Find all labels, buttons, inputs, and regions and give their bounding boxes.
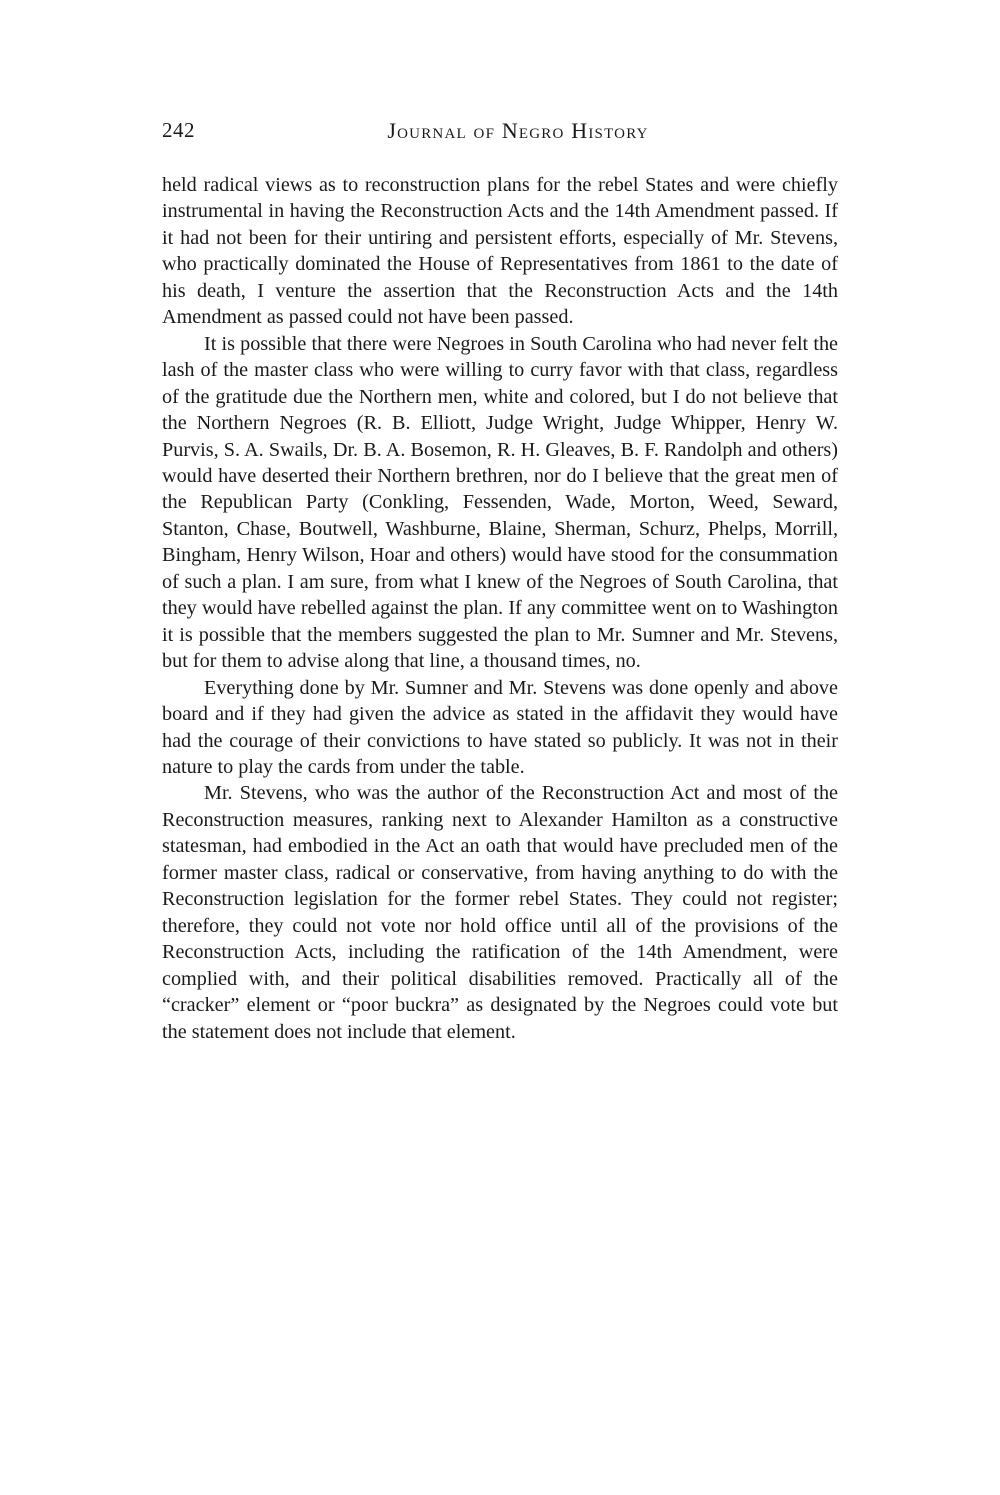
paragraph-continued: held radical views as to reconstruction plans for the rebel States and were chiefly instrumental in having the Reconstruction Acts and the 14th Amendment passed. If it had not been for their untiring and persistent efforts, especially of Mr. Stevens, who practically dominated the House of Representatives from 1861 to the date of his death, I venture the assertion that the Reconstruction Acts and the 14th Amendment as passed could not have been passed.	[162, 174, 838, 329]
page-number: 242	[162, 118, 195, 142]
running-head	[162, 118, 838, 152]
paragraph: It is possible that there were Negroes in South Carolina who had never felt the lash of the master class who were willing to curry favor with that class, regardless of the gratitude due the Northern men, white and colored, but I do not believe that the Northern Negroes (R. B. Elliott, Judge Wright, Judge Whipper, Henry W. Purvis, S. A. Swails, Dr. B. A. Bosemon, R. H. Gleaves, B. F. Randolph and others) would have deserted their Northern brethren, nor do I believe that the great men of the Republican Party (Conkling, Fessenden, Wade, Morton, Weed, Seward, Stanton, Chase, Boutwell, Washburne, Blaine, Sherman, Schurz, Phelps, Morrill, Bingham, Henry Wilson, Hoar and others) would have stood for the consummation of such a plan. I am sure, from what I knew of the Negroes of South Carolina, that they would have rebelled against the plan. If any committee went on to Washington it is possible that the members suggested the plan to Mr. Sumner and Mr. Stevens, but for them to advise along that line, a thousand times, no.	[162, 332, 838, 673]
journal-title: Journal of Negro History	[387, 118, 649, 143]
paragraph: Everything done by Mr. Sumner and Mr. Stevens was done openly and above board and if they had given the advice as stated in the affidavit they would have had the courage of their convictions to have stated so publicly. It was not in their nature to play the cards from under the table.	[162, 676, 838, 778]
paragraph: Mr. Stevens, who was the author of the Reconstruction Act and most of the Reconstruction measures, ranking next to Alexander Hamilton as a constructive statesman, had embodied in the Act an oath that would have precluded men of the former master class, radical or conservative, from having anything to do with the Reconstruction legislation for the former rebel States. They could not register; therefore, they could not vote nor hold office until all of the provisions of the Reconstruction Acts, including the ratification of the 14th Amendment, were complied with, and their political disabilities removed. Practically all of the “cracker” element or “poor buckra” as designated by the Negroes could vote but the statement does not include that element.	[162, 782, 838, 1043]
body-text	[162, 172, 838, 1045]
